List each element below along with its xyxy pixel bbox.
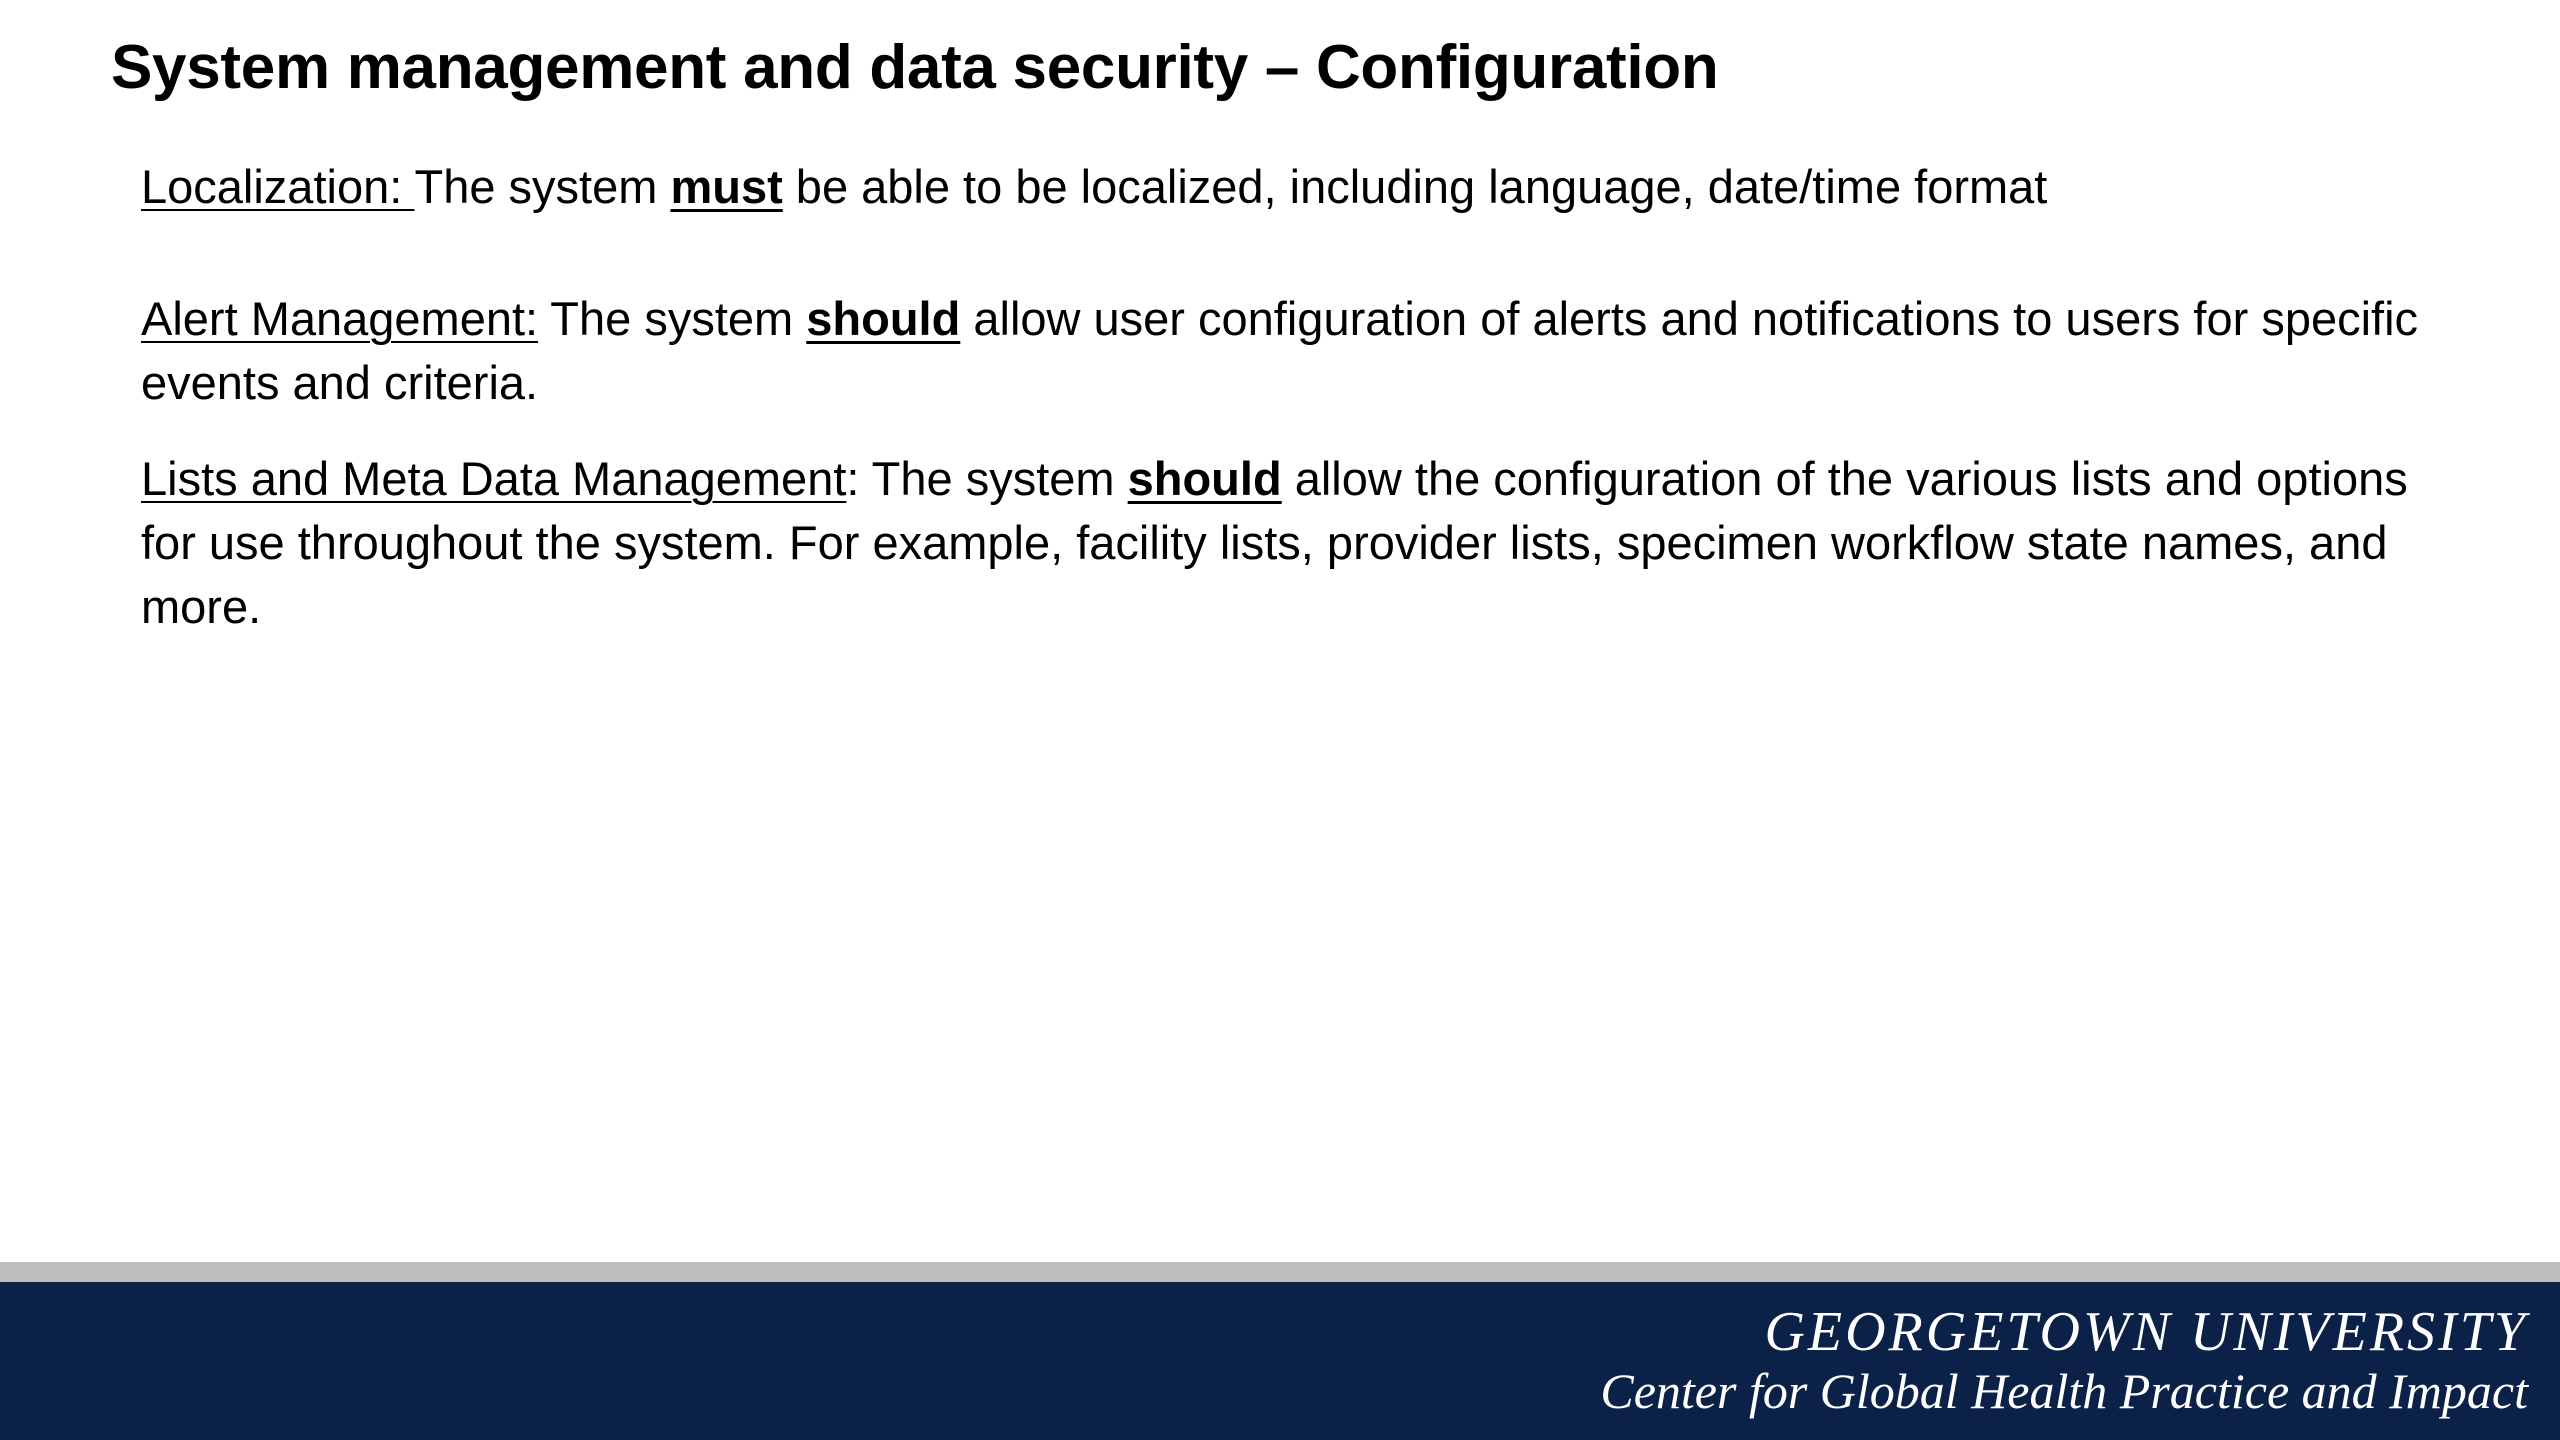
alert-management-heading: Alert Management: — [141, 292, 539, 345]
localization-heading: Localization: — [141, 160, 415, 213]
alert-management-text-after: allow user configuration of alerts and notifications to users for specific events and criteria. — [141, 292, 2419, 409]
alert-management-keyword: should — [806, 292, 961, 345]
logo-university-name: GEORGETOWN UNIVERSITY — [1764, 1301, 2528, 1363]
footer-stripe — [0, 1262, 2560, 1282]
footer-band — [0, 1282, 2560, 1440]
lists-metadata-text-after: allow the configuration of the various lists and options for use throughout the system. For example, facility lists, provider lists, specimen workflow state names, and more. — [141, 452, 2408, 633]
localization-paragraph — [141, 155, 2471, 219]
localization-keyword: must — [670, 160, 783, 213]
lists-metadata-text-before: : The system — [846, 452, 1128, 505]
slide-body — [141, 155, 2471, 639]
logo-center-name: Center for Global Health Practice and Impact — [1600, 1363, 2528, 1419]
localization-text-before: The system — [414, 160, 671, 213]
slide-title: System management and data security – Configuration — [111, 33, 1719, 102]
georgetown-logo — [1600, 1302, 2528, 1420]
alert-management-text-before: The system — [538, 292, 807, 345]
lists-metadata-paragraph — [141, 447, 2471, 639]
alert-management-paragraph — [141, 287, 2471, 415]
localization-text-after: be able to be localized, including language, date/time format — [782, 160, 2048, 213]
lists-metadata-keyword: should — [1127, 452, 1282, 505]
lists-metadata-heading: Lists and Meta Data Management — [141, 452, 847, 505]
